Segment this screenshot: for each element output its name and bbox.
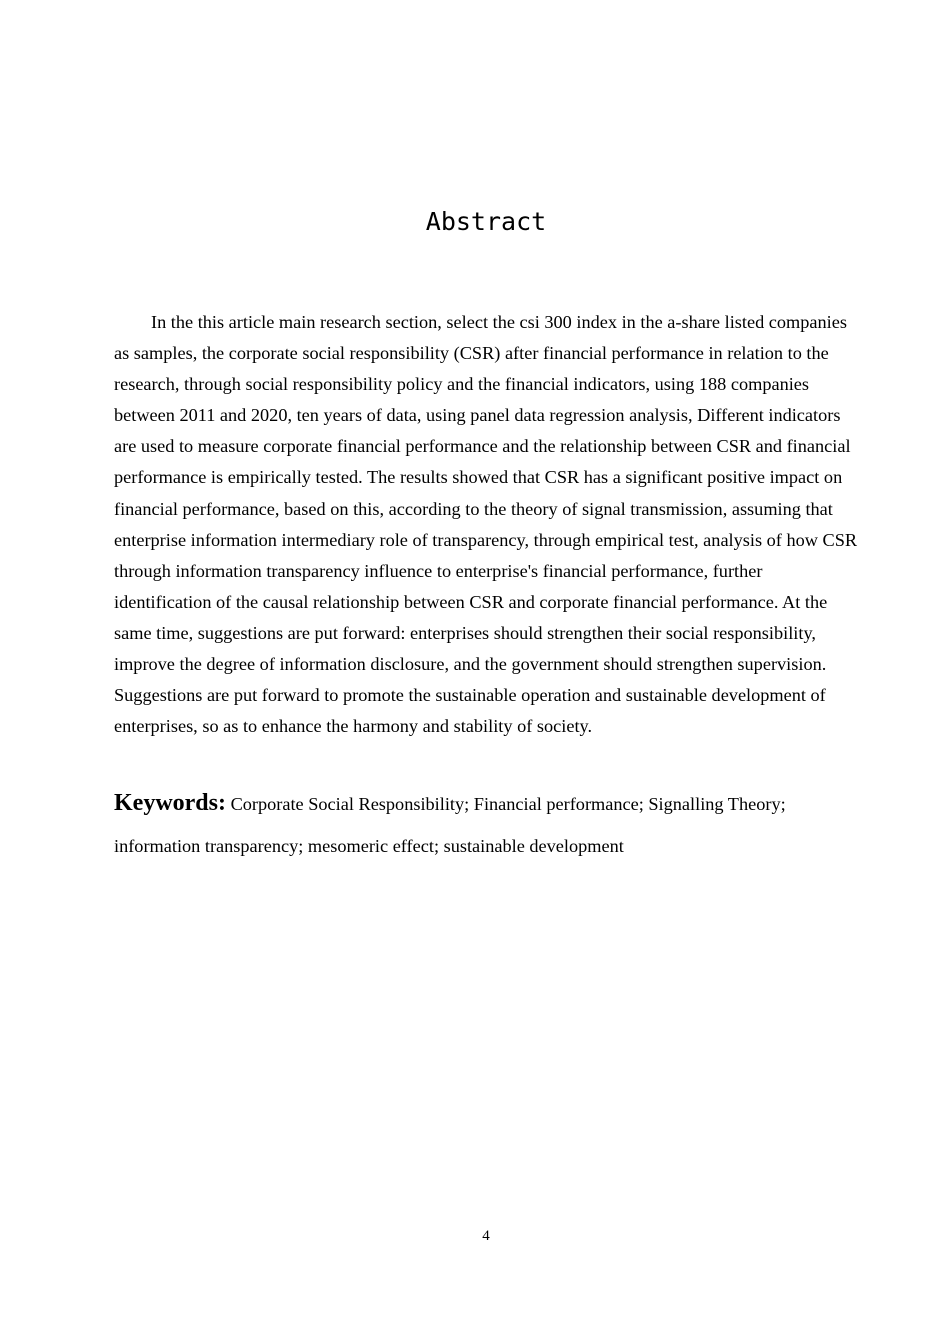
abstract-paragraph: In the this article main research section, select the csi 300 index in the a-share listed companies as samples, the corporate social responsibility (CSR) after financial performance in relation to the research, through social responsibility policy and the financial indicators, using 188 companies between 2011 and 2020, ten years of data, using panel data regression analysis, Different indicators are used to measure corporate financial performance and the relationship between CSR and financial performance is empirically tested. The results showed that CSR has a significant positive impact on financial performance, based on this, according to the theory of signal transmission, assuming that enterprise information intermediary role of transparency, through empirical test, analysis of how CSR through information transparency influence to enterprise's financial performance, further identification of the causal relationship between CSR and corporate financial performance. At the same time, suggestions are put forward: enterprises should strengthen their social responsibility, improve the degree of information disclosure, and the government should strengthen supervision. Suggestions are put forward to promote the sustainable operation and sustainable development of enterprises, so as to enhance the harmony and stability of society. bbox=[114, 312, 858, 737]
keywords-label: Keywords: bbox=[114, 790, 226, 816]
keywords-line bbox=[114, 782, 862, 867]
abstract-title: Abstract bbox=[425, 207, 547, 236]
page-number: 4 bbox=[482, 1228, 490, 1244]
keywords-text: Corporate Social Responsibility; Financial performance; Signalling Theory; information transparency; mesomeric effect; sustainable development bbox=[114, 794, 786, 856]
